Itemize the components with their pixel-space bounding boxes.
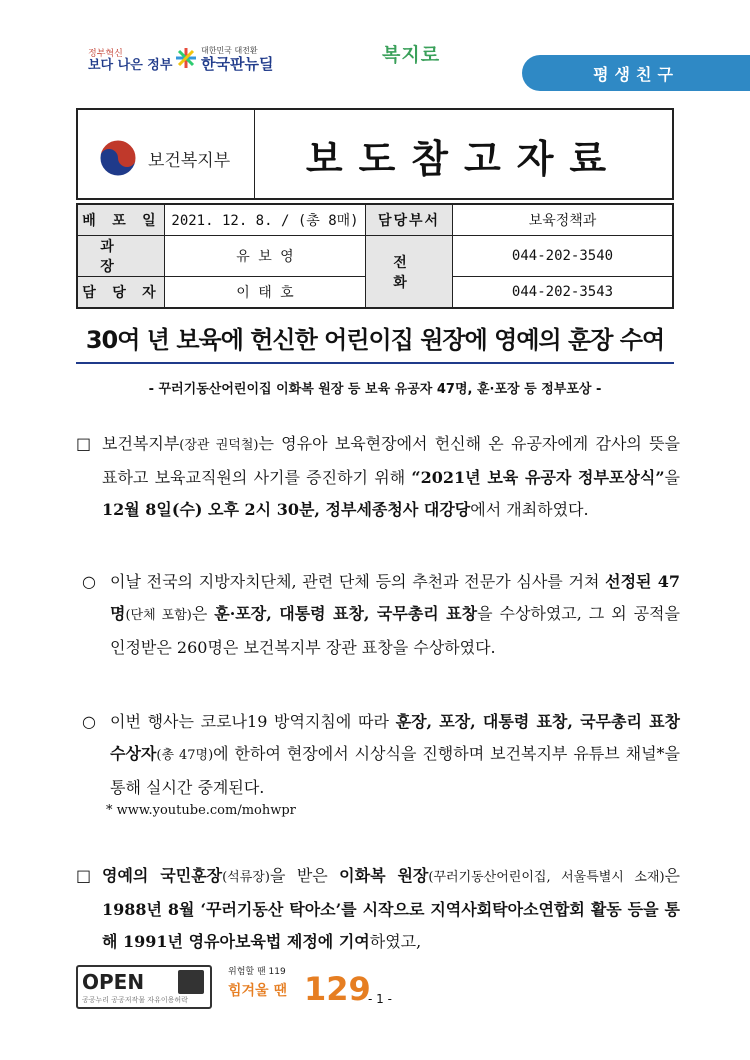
p3-text: (총 47명) — [156, 748, 214, 763]
director-label: 과 장 — [77, 236, 165, 277]
p2-text: (단체 포함) — [125, 608, 192, 623]
taegeuk-icon — [98, 138, 138, 178]
paragraph-1-body — [76, 428, 680, 526]
dept-label: 담당부서 — [366, 204, 453, 236]
youtube-footnote: * www.youtube.com/mohwpr — [106, 803, 296, 818]
circle-bullet-icon: ○ — [82, 712, 96, 731]
p1-text: (장관 권덕철) — [179, 438, 259, 453]
p2-bold-text: 선정된 47명 — [110, 572, 680, 623]
paragraph-4 — [76, 860, 680, 958]
p2-text: 을 수상하였고, 그 외 공적을 인정받은 260명은 보건복지부 장관 표창을 수상하였다. — [110, 604, 680, 657]
date-label: 배 포 일 — [77, 204, 165, 236]
new-deal-star-icon — [175, 47, 197, 69]
contact-label: 담 당 자 — [77, 277, 165, 309]
paragraph-2 — [82, 566, 680, 664]
p4-text: 하였고, — [369, 932, 422, 951]
header-divider — [254, 110, 255, 198]
lifelong-friend-banner: 평생친구 — [522, 55, 750, 91]
paragraph-4-body — [76, 860, 680, 958]
new-deal-big: 한국판뉴딜 — [201, 55, 274, 73]
p4-text: (석류장) — [222, 870, 270, 885]
paragraph-2-body — [82, 566, 680, 664]
p1-text: 보건복지부 — [102, 434, 180, 453]
table-row — [77, 204, 673, 236]
headline: 30여 년 보육에 헌신한 어린이집 원장에 영예의 훈장 수여 — [85, 326, 665, 354]
press-header — [76, 108, 674, 200]
phone-label: 전 화 — [366, 236, 453, 309]
gov-innovation-logo — [88, 48, 172, 73]
p1-text: 는 영유아 보육현장에서 헌신해 온 유공자에게 감사의 뜻을 표하고 보육교직원의 사기를 증진하기 위해 — [102, 434, 680, 487]
p2-text: 이날 전국의 지방자치단체, 관련 단체 등의 추천과 전문가 심사를 거쳐 — [110, 572, 606, 591]
p4-bold-text: 1988년 8월 ‘꾸러기동산 탁아소’를 시작으로 지역사회탁아소연합회 활동 등을 통해 1991년 영유아보육법 제정에 기여 — [102, 900, 680, 951]
info-table — [76, 203, 674, 309]
p3-text: 이번 행사는 코로나19 방역지침에 따라 — [110, 712, 396, 731]
p1-bold-text: 12월 8일(수) 오후 2시 30분, 정부세종청사 대강당 — [102, 500, 471, 519]
korean-new-deal-logo — [175, 44, 273, 71]
p4-bold-text: 이화복 원장 — [339, 866, 429, 885]
contact-value: 이 태 호 — [165, 277, 366, 309]
new-deal-small: 대한민국 대전환 — [201, 46, 258, 55]
table-row — [77, 236, 673, 277]
hotline-number: 129 — [304, 970, 371, 1008]
p1-text: 을 — [664, 468, 680, 487]
open-label: OPEN — [82, 970, 145, 994]
gov-innovation-big: 보다 나은 정부 — [88, 58, 173, 73]
director-value: 유 보 영 — [165, 236, 366, 277]
gov-innovation-small: 정부혁신 — [88, 49, 123, 59]
p4-bold-text: 영예의 국민훈장 — [102, 866, 223, 885]
paragraph-3-body — [82, 706, 680, 804]
p1-bold-text: “2021년 보육 유공자 정부포상식” — [411, 468, 665, 487]
page-title: 보도참고자료 — [305, 137, 623, 181]
square-bullet-icon: □ — [76, 866, 92, 885]
p3-bold-text: 훈장, 포장, 대통령 표창, 국무총리 표창 수상자 — [110, 712, 680, 763]
paragraph-3 — [82, 706, 680, 804]
p4-text: 은 — [664, 866, 680, 885]
p2-text: 은 — [191, 604, 215, 623]
bokjiro-logo: 복지로 — [382, 44, 441, 66]
p2-bold-text: 훈·포장, 대통령 표창, 국무총리 표창 — [214, 604, 478, 623]
person-icon — [178, 970, 204, 994]
paragraph-1 — [76, 428, 680, 526]
subheadline: - 꾸러기동산어린이집 이화복 원장 등 보육 유공자 47명, 훈·포장 등 정부포상 - — [148, 382, 602, 397]
hotline-big: 힘겨울 땐 — [228, 983, 287, 999]
ministry-name: 보건복지부 — [148, 150, 231, 171]
hotline-small: 위험할 땐 119 — [228, 967, 286, 977]
phone-2: 044-202-3543 — [453, 277, 674, 309]
p4-text: (꾸러기동산어린이집, 서울특별시 소재) — [428, 870, 665, 885]
circle-bullet-icon: ○ — [82, 572, 96, 591]
phone-1: 044-202-3540 — [453, 236, 674, 277]
p3-text: 에 한하여 현장에서 시상식을 진행하며 보건복지부 유튜브 채널*을 통해 실시간 중계된다. — [110, 744, 680, 797]
p1-text: 에서 개최하였다. — [470, 500, 589, 519]
open-license-badge — [76, 965, 212, 1009]
p4-text: 을 받은 — [269, 866, 340, 885]
open-caption: 공공누리 공공저작물 자유이용허락 — [82, 996, 188, 1004]
square-bullet-icon: □ — [76, 434, 92, 453]
ministry-logo — [98, 138, 230, 178]
dept-value: 보육정책과 — [453, 204, 674, 236]
page-number: - 1 - — [368, 992, 392, 1006]
date-value: 2021. 12. 8. / (총 8매) — [165, 204, 366, 236]
headline-divider — [76, 362, 674, 364]
